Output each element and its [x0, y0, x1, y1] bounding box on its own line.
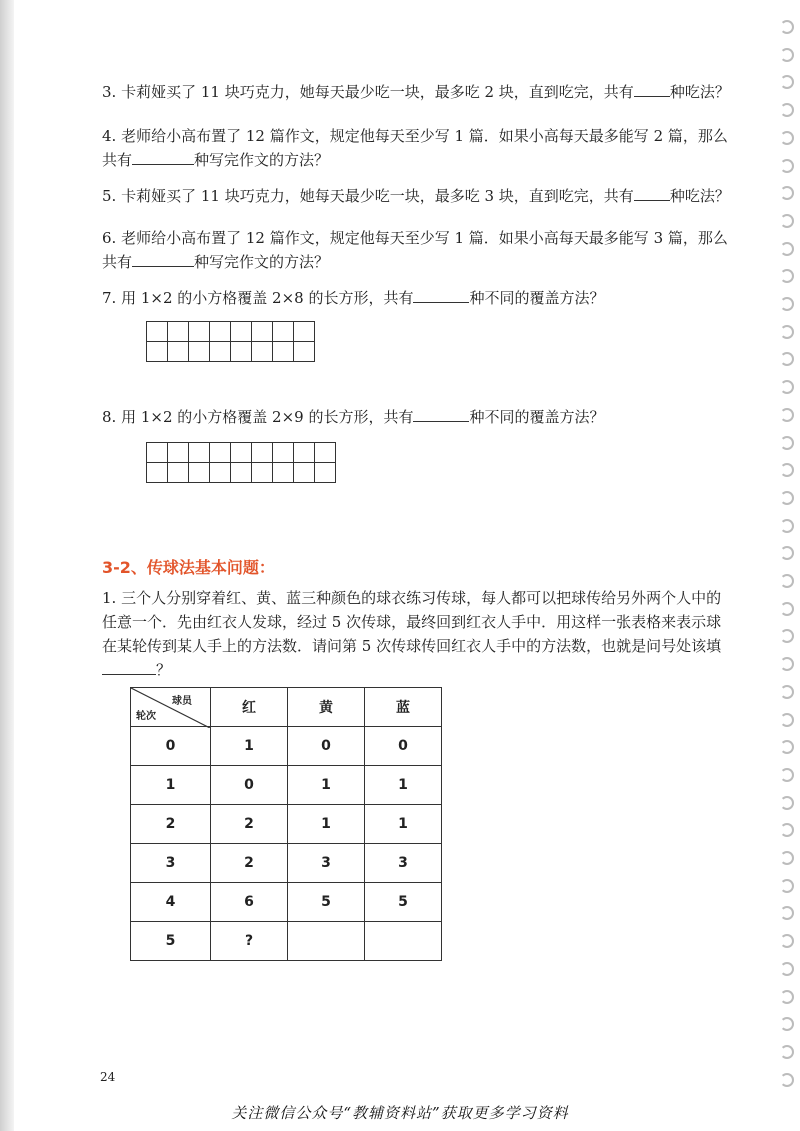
answer-blank[interactable] [132, 251, 194, 267]
spiral-binding [780, 20, 796, 1100]
question-5 [102, 184, 732, 208]
table-cell: 1 [365, 805, 442, 844]
question-6 [102, 226, 732, 274]
table-cell: 0 [288, 727, 365, 766]
question-text: 用 1×2 的小方格覆盖 2×9 的长方形，共有 [121, 408, 414, 426]
question-text-end: ？ [156, 661, 172, 679]
answer-blank[interactable] [102, 659, 156, 675]
binding-ring [780, 519, 794, 533]
table-cell: 1 [211, 727, 288, 766]
answer-cell[interactable]: ? [211, 922, 288, 961]
column-header-yellow: 黄 [288, 688, 365, 727]
column-header-blue: 蓝 [365, 688, 442, 727]
round-cell: 5 [131, 922, 211, 961]
binding-ring [780, 1045, 794, 1059]
binding-ring [780, 1073, 794, 1087]
binding-ring [780, 768, 794, 782]
question-text: 卡莉娅买了 11 块巧克力，她每天最少吃一块，最多吃 2 块，直到吃完，共有 [121, 83, 634, 101]
passing-table [130, 687, 442, 961]
footer-watermark: 关注微信公众号“教辅资料站”获取更多学习资料 [231, 1104, 569, 1122]
answer-blank[interactable] [413, 287, 469, 303]
binding-ring [780, 269, 794, 283]
question-text-end: 种吃法？ [669, 83, 730, 101]
question-text: 老师给小高布置了 12 篇作文，规定他每天至少写 1 篇．如果小高每天最多能写 3 篇，那么共有 [102, 229, 728, 271]
binding-ring [780, 352, 794, 366]
table-cell: 0 [365, 727, 442, 766]
binding-ring [780, 574, 794, 588]
table-cell: 0 [211, 766, 288, 805]
question-number: 6. [102, 229, 117, 247]
table-row [131, 805, 442, 844]
binding-ring [780, 906, 794, 920]
binding-ring [780, 740, 794, 754]
binding-ring [780, 103, 794, 117]
section-title: 3-2、传球法基本问题： [102, 558, 275, 577]
round-cell: 0 [131, 727, 211, 766]
question-number: 4. [102, 127, 117, 145]
answer-blank[interactable] [132, 149, 194, 165]
header-diagonal-cell [131, 688, 211, 727]
binding-ring [780, 297, 794, 311]
round-cell: 3 [131, 844, 211, 883]
table-row [131, 883, 442, 922]
question-number: 8. [102, 408, 117, 426]
table-cell: 5 [288, 883, 365, 922]
binding-ring [780, 186, 794, 200]
round-cell: 1 [131, 766, 211, 805]
table-cell [365, 922, 442, 961]
binding-ring [780, 823, 794, 837]
binding-ring [780, 491, 794, 505]
binding-ring [780, 685, 794, 699]
question-number: 7. [102, 289, 117, 307]
table-row [131, 766, 442, 805]
question-text-end: 种写完作文的方法？ [194, 253, 330, 271]
table-cell: 2 [211, 844, 288, 883]
table-cell: 5 [365, 883, 442, 922]
binding-ring [780, 463, 794, 477]
column-header-red: 红 [211, 688, 288, 727]
question-text: 老师给小高布置了 12 篇作文，规定他每天至少写 1 篇．如果小高每天最多能写 2 篇，那么共有 [102, 127, 728, 169]
answer-blank[interactable] [634, 185, 670, 201]
question-text: 三个人分别穿着红、黄、蓝三种颜色的球衣练习传球，每人都可以把球传给另外两个人中的任意一个．先由红衣人发球，经过 5 次传球，最终回到红衣人手中．用这样一张表格来表示球在某轮传到某人手上的方法数．请问第 5 次传球传回红衣人手中的方法数，也就是问号处该填 [102, 589, 722, 655]
question-text: 卡莉娅买了 11 块巧克力，她每天最少吃一块，最多吃 3 块，直到吃完，共有 [121, 187, 634, 205]
table-header-row [131, 688, 442, 727]
binding-ring [780, 159, 794, 173]
binding-ring [780, 657, 794, 671]
question-number: 5. [102, 187, 117, 205]
binding-ring [780, 325, 794, 339]
binding-ring [780, 879, 794, 893]
question-text-end: 种不同的覆盖方法？ [469, 408, 605, 426]
question-7 [102, 286, 732, 310]
binding-ring [780, 962, 794, 976]
binding-ring [780, 408, 794, 422]
question-3 [102, 80, 732, 104]
table-row [131, 844, 442, 883]
page-number: 24 [100, 1070, 116, 1084]
binding-ring [780, 75, 794, 89]
round-cell: 4 [131, 883, 211, 922]
binding-ring [780, 796, 794, 810]
table-cell: 1 [365, 766, 442, 805]
table-row [131, 727, 442, 766]
question-4 [102, 124, 732, 172]
answer-blank[interactable] [413, 406, 469, 422]
table-cell: 1 [288, 766, 365, 805]
binding-ring [780, 214, 794, 228]
binding-ring [780, 934, 794, 948]
table-cell: 2 [211, 805, 288, 844]
binding-ring [780, 436, 794, 450]
problem-1 [102, 586, 727, 682]
binding-ring [780, 380, 794, 394]
binding-ring [780, 713, 794, 727]
binding-ring [780, 990, 794, 1004]
header-round-label: 轮次 [136, 711, 156, 722]
grid-2x9 [146, 442, 336, 483]
binding-ring [780, 602, 794, 616]
binding-ring [780, 851, 794, 865]
question-number: 1. [102, 589, 117, 607]
question-text-end: 种写完作文的方法？ [194, 151, 330, 169]
binding-ring [780, 131, 794, 145]
table-cell: 3 [365, 844, 442, 883]
binding-ring [780, 20, 794, 34]
question-text-end: 种不同的覆盖方法？ [469, 289, 605, 307]
answer-blank[interactable] [634, 81, 670, 97]
table-row [131, 922, 442, 961]
table-cell: 6 [211, 883, 288, 922]
binding-ring [780, 242, 794, 256]
binding-ring [780, 1017, 794, 1031]
question-text: 用 1×2 的小方格覆盖 2×8 的长方形，共有 [121, 289, 414, 307]
question-text-end: 种吃法？ [669, 187, 730, 205]
binding-ring [780, 48, 794, 62]
grid-2x8 [146, 321, 315, 362]
binding-ring [780, 546, 794, 560]
question-8 [102, 405, 732, 429]
table-cell [288, 922, 365, 961]
binding-ring [780, 629, 794, 643]
table-cell: 3 [288, 844, 365, 883]
table-cell: 1 [288, 805, 365, 844]
header-player-label: 球员 [172, 696, 192, 707]
round-cell: 2 [131, 805, 211, 844]
page-edge-shadow [0, 0, 14, 1131]
question-number: 3. [102, 83, 117, 101]
